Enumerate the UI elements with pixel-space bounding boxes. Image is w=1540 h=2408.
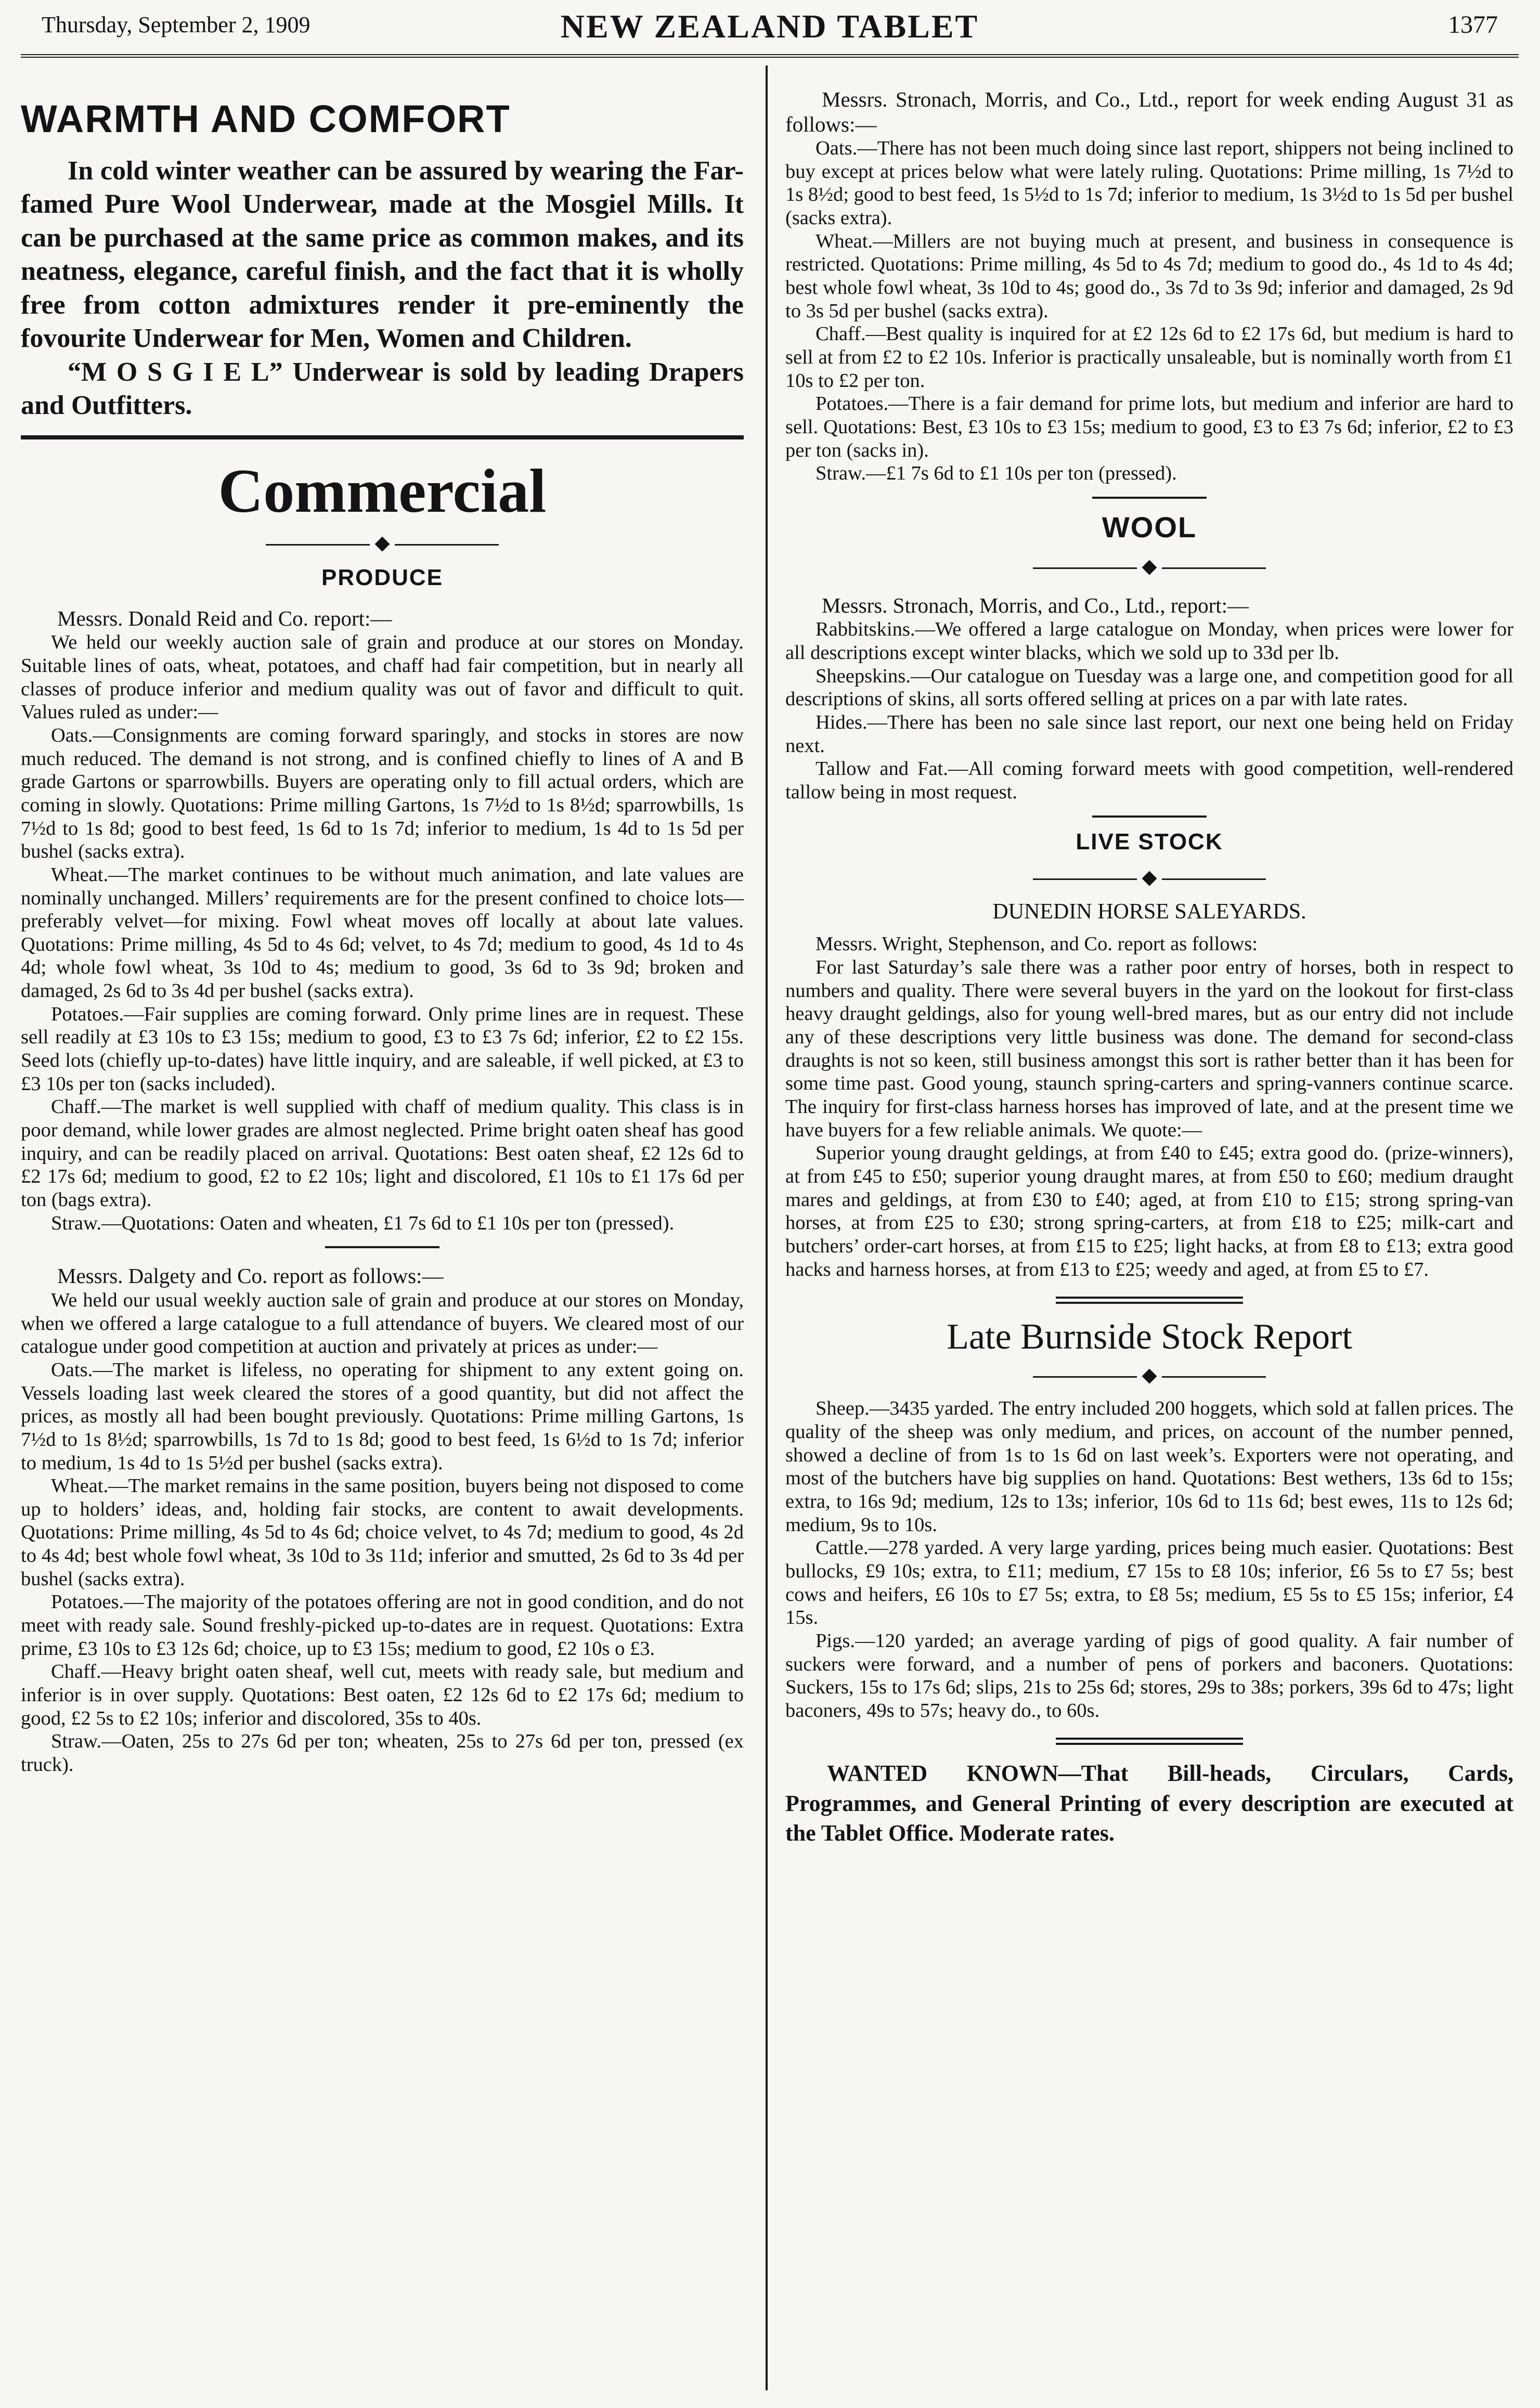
produce-heading: PRODUCE <box>321 564 444 590</box>
dalgety-straw: Straw.—Oaten, 25s to 27s 6d per ton; wheaten, 25s to 27s 6d per ton, pressed (ex truck). <box>21 1730 744 1776</box>
dalgety-report-head: Messrs. Dalgety and Co. report as follows:— <box>57 1264 444 1288</box>
short-divider <box>1092 815 1207 818</box>
dalgety-wheat: Wheat.—The market remains in the same position, buyers being not disposed to come up to holders’ ideas, and, holding fair stocks, are content to await developments. Quotations: Prime milling, 4s 5d to 4s 6d; choice velvet, to 4s 7d; medium to good, 4s 2d to 4s 4d; best whole fowl wheat, 3s 10d to 3s 11d; inferior and smutted, 2s 6d to 3s 4d per bushel (sacks extra). <box>21 1475 744 1590</box>
ad-tagline: “M O S G I E L” Underwear is sold by leading Drapers and Outfitters. <box>21 357 744 421</box>
wool-report-head: Messrs. Stronach, Morris, and Co., Ltd., report:— <box>822 593 1249 617</box>
ornament-divider: ◆ <box>785 554 1513 578</box>
page-header <box>21 7 1519 52</box>
horse-report-body: For last Saturday’s sale there was a rather poor entry of horses, both in respect to numbers and quality. There were several buyers in the yard on the lookout for first-class heavy draught geldings, also for young well-bred mares, but as our entry did not include any of these descriptions very little business was done. The demand for second-class draughts is not so keen, still business amongst this sort is rather better than it has been for some time past. Good young, staunch spring-carters and spring-vanners continue scarce. The inquiry for first-class harness horses has improved of late, and at the present time we have buyers for a few reliable animals. We quote:— <box>785 956 1513 1141</box>
burnside-title: Late Burnside Stock Report <box>947 1317 1352 1357</box>
stronach-straw: Straw.—£1 7s 6d to £1 10s per ton (pressed). <box>816 462 1177 485</box>
horse-report-head: Messrs. Wright, Stephenson, and Co. report as follows: <box>816 933 1258 955</box>
burnside-cattle: Cattle.—278 yarded. A very large yarding, prices being much easier. Quotations: Best bullocks, £9 10s; extra, to £11; medium, £7 15s to £8 10s; inferior, £6 5s to £7 5s; best cows and heifers, £6 10s to £7 5s; extra, to £8 5s; medium, £5 5s to £5 15s; inferior, £4 15s. <box>785 1537 1513 1629</box>
live-stock-heading: LIVE STOCK <box>1076 828 1223 855</box>
wool-rabbitskins: Rabbitskins.—We offered a large catalogue on Monday, when prices were lower for all descriptions except winter blacks, which we sold up to 33d per lb. <box>785 618 1513 664</box>
burnside-pigs: Pigs.—120 yarded; an average yarding of pigs of good quality. A fair number of suckers were forward, and a number of pens of porkers and baconers. Quotations: Suckers, 15s to 17s 6d; slips, 21s to 25s 6d; stores, 29s to 38s; porkers, 39s 6d to 47s; light baconers, 49s to 57s; heavy do., to 60s. <box>785 1629 1513 1721</box>
stronach-report-head: Messrs. Stronach, Morris, and Co., Ltd., report for week ending August 31 as follows:— <box>785 87 1513 136</box>
stronach-potatoes: Potatoes.—There is a fair demand for prime lots, but medium and inferior are hard to sell. Quotations: Best, £3 10s to £3 15s; medium to good, £3 to £3 7s 6d; inferior, £2 to £3 per ton (sacks in). <box>785 393 1513 461</box>
dalgety-potatoes: Potatoes.—The majority of the potatoes offering are not in good condition, and do not meet with ready sale. Sound freshly-picked up-to-dates are in request. Quotations: Extra prime, £3 10s to £3 12s 6d; choice, up to £3 15s; medium to good, £2 10s o £3. <box>21 1591 744 1660</box>
dalgety-intro: We held our usual weekly auction sale of grain and produce at our stores on Monday, when we offered a large catalogue to a full attendance of buyers. We cleared most of our catalogue under good competition at auction and privately at prices as under:— <box>21 1289 744 1358</box>
burnside-sheep: Sheep.—3435 yarded. The entry included 200 hoggets, which sold at fallen prices. The quality of the sheep was only medium, and prices, on account of the number penned, showed a decline of from 1s to 1s 6d on last week’s. Exporters were not operating, and most of the butchers have big supplies on hand. Quotations: Best wethers, 13s 6d to 15s; extra, to 16s 9d; medium, 12s to 13s; inferior, 10s 6d to 11s 6d; best ewes, 11s to 12s 6d; medium, 9s to 10s. <box>785 1397 1513 1536</box>
stronach-wheat: Wheat.—Millers are not buying much at present, and business in consequence is restricted. Quotations: Prime milling, 4s 5d to 4s 7d; medium to good do., 4s 1d to 4s 4d; best whole fowl wheat, 3s 10d to 4s; good do., 3s 7d to 3s 9d; inferior and damaged, 2s 9d to 3s 5d per bushel (sacks extra). <box>785 230 1513 322</box>
dalgety-chaff: Chaff.—Heavy bright oaten sheaf, well cut, meets with ready sale, but medium and inferior is in over supply. Quotations: Best oaten, £2 12s 6d to £2 17s 6d; medium to good, £2 5s to £2 10s; inferior and discolored, 35s to 40s. <box>21 1661 744 1729</box>
masthead: NEW ZEALAND TABLET <box>560 8 979 45</box>
ad-body: In cold winter weather can be assured by wearing the Far-famed Pure Wool Underwear, made at the Mosgiel Mills. It can be purchased at the same price as common makes, and its neatness, elegance, careful finish, and the fact that it is wholly free from cotton admixtures render it pre-eminently the fovourite Underwear for Men, Women and Children. <box>21 156 744 354</box>
right-column <box>785 73 1513 1848</box>
section-rule <box>21 435 744 439</box>
reid-wheat: Wheat.—The market continues to be without much animation, and late values are nominally unchanged. Millers’ requirements are for the present confined to choice lots—preferably velvet—for mixing. Fowl wheat moves off locally at about late values. Quotations: Prime milling, 4s 5d to 4s 6d; velvet, to 4s 7d; medium to good, 4s 1d to 4s 4d; whole fowl wheat, 3s 10d to 4s; medium to good, 3s 6d to 3s 9d; broken and damaged, 2s 6d to 3s 4d per bushel (sacks extra). <box>21 863 744 1002</box>
page-number: 1377 <box>1448 11 1498 38</box>
reid-oats: Oats.—Consignments are coming forward sparingly, and stocks in stores are now much reduced. The demand is not strong, and is confined chiefly to lines of A and B grade Gartons or sparrowbills. Buyers are operating only to fill actual orders, which are coming in slowly. Quotations: Prime milling Gartons, 1s 7½d to 1s 8½d; sparrowbills, 1s 7½d to 1s 8d; good to best feed, 1s 6d to 1s 7d; inferior to medium, 1s 4d to 1s 5d per bushel (sacks extra). <box>21 724 744 863</box>
double-divider <box>1056 1738 1243 1745</box>
wool-heading: WOOL <box>1102 510 1197 543</box>
saleyards-subheading: DUNEDIN HORSE SALEYARDS. <box>992 899 1306 924</box>
short-divider <box>325 1246 439 1248</box>
reid-potatoes: Potatoes.—Fair supplies are coming forward. Only prime lines are in request. These sell readily at £3 10s to £3 15s; medium to good, £3 to £3 7s 6d; inferior, £2 to £2 15s. Seed lots (chiefly up-to-dates) have little inquiry, and are saleable, if well picked, at £3 to £3 10s per ton (sacks included). <box>21 1003 744 1095</box>
header-rule <box>21 54 1519 58</box>
mosgiel-advertisement <box>21 154 744 423</box>
stronach-oats: Oats.—There has not been much doing since last report, shippers not being inclined to buy except at prices below what were lately ruling. Quotations: Prime milling, 1s 7½d to 1s 8½d; good to best feed, 1s 5½d to 1s 7d; inferior to medium, 1s 3½d to 1s 5d per bushel (sacks extra). <box>785 137 1513 229</box>
double-divider <box>1056 1297 1243 1304</box>
commercial-title: Commercial <box>218 456 547 525</box>
ornament-divider: ◆ <box>785 1363 1513 1387</box>
wool-sheepskins: Sheepskins.—Our catalogue on Tuesday was a large one, and competition good for all descriptions of skins, all sorts offered selling at prices on a par with late rates. <box>785 665 1513 710</box>
reid-intro: We held our weekly auction sale of grain and produce at our stores on Monday. Suitable lines of oats, wheat, potatoes, and chaff had fair competition, but in nearly all classes of produce inferior and medium quality was out of favor and difficult to quit. Values ruled as under:— <box>21 631 744 723</box>
wool-tallow: Tallow and Fat.—All coming forward meets with good competition, well-rendered tallow being in most request. <box>785 758 1513 804</box>
column-divider <box>766 66 768 2390</box>
reid-chaff: Chaff.—The market is well supplied with chaff of medium quality. This class is in poor demand, while lower grades are almost neglected. Prime bright oaten sheaf has good inquiry, and can be readily placed on arrival. Quotations: Best oaten sheaf, £2 12s 6d to £2 17s 6d; medium to good, £2 to £2 10s; light and discolored, £1 10s to £1 17s 6d per ton (bags extra). <box>21 1096 744 1211</box>
stronach-chaff: Chaff.—Best quality is inquired for at £2 12s 6d to £2 17s 6d, but medium is hard to sell at from £2 to £2 10s. Inferior is practically unsaleable, but is nominally worth from £1 10s to £2 per ton. <box>785 323 1513 392</box>
short-divider <box>1092 497 1207 499</box>
ad-title: WARMTH AND COMFORT <box>21 97 511 140</box>
horse-quotations: Superior young draught geldings, at from £40 to £45; extra good do. (prize-winners), at from £45 to £50; superior young draught mares, at from £50 to £60; medium draught mares and geldings, at from £30 to £40; aged, at from £10 to £15; strong spring-van horses, at from £25 to £30; strong spring-carters, at from £18 to £25; milk-cart and butchers’ order-cart horses, at from £15 to £25; light hacks, at from £8 to £13; extra good hacks and harness horses, at from £13 to £25; weedy and aged, at from £5 to £7. <box>785 1142 1513 1280</box>
printing-advertisement: WANTED KNOWN—That Bill-heads, Circulars, Cards, Programmes, and General Printing of every description are executed at the Tablet Office. Moderate rates. <box>785 1760 1513 1846</box>
left-column <box>21 73 744 1777</box>
dalgety-oats: Oats.—The market is lifeless, no operating for shipment to any extent going on. Vessels loading last week cleared the stores of a good quantity, but did not affect the prices, as mostly all had been bought previously. Quotations: Prime milling Gartons, 1s 7½d to 1s 8½d; sparrowbills, 1s 7d to 1s 8d; good to best feed, 1s 6½d to 1s 7d; inferior to medium, 1s 4d to 1s 5½d per bushel (sacks extra). <box>21 1358 744 1474</box>
issue-date: Thursday, September 2, 1909 <box>42 12 310 37</box>
reid-straw: Straw.—Quotations: Oaten and wheaten, £1 7s 6d to £1 10s per ton (pressed). <box>51 1212 675 1234</box>
wool-hides: Hides.—There has been no sale since last report, our next one being held on Friday next. <box>785 711 1513 757</box>
ornament-divider: ◆ <box>785 865 1513 889</box>
reid-report-head: Messrs. Donald Reid and Co. report:— <box>57 606 392 630</box>
ornament-divider: ◆ <box>21 531 744 554</box>
